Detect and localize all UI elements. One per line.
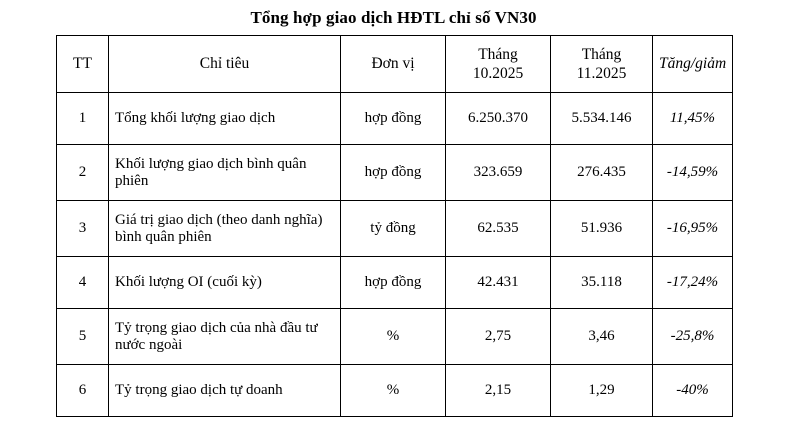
cell-month-nov: 51.936	[551, 201, 653, 257]
cell-tt: 6	[57, 365, 109, 417]
cell-change: -40%	[653, 365, 733, 417]
cell-month-oct: 2,15	[446, 365, 551, 417]
cell-criteria: Giá trị giao dịch (theo danh nghĩa) bình quân phiên	[109, 201, 341, 257]
cell-month-nov: 5.534.146	[551, 93, 653, 145]
cell-month-nov: 276.435	[551, 145, 653, 201]
cell-change: 11,45%	[653, 93, 733, 145]
cell-month-oct: 2,75	[446, 309, 551, 365]
page-title: Tổng hợp giao dịch HĐTL chỉ số VN30	[250, 8, 537, 27]
cell-month-oct: 62.535	[446, 201, 551, 257]
cell-criteria: Tỷ trọng giao dịch của nhà đầu tư nước ngoài	[109, 309, 341, 365]
column-header-month-oct-line2: 10.2025	[472, 65, 524, 82]
summary-table	[56, 35, 733, 417]
cell-month-oct: 323.659	[446, 145, 551, 201]
cell-criteria: Tỷ trọng giao dịch tự doanh	[109, 365, 341, 417]
column-header-unit: Đơn vị	[341, 36, 446, 93]
table-row	[57, 93, 733, 145]
table-header	[57, 36, 733, 93]
column-header-month-nov-line2: 11.2025	[576, 65, 627, 82]
cell-month-oct: 42.431	[446, 257, 551, 309]
cell-criteria: Khối lượng giao dịch bình quân phiên	[109, 145, 341, 201]
table-row	[57, 309, 733, 365]
table-row	[57, 257, 733, 309]
cell-change: -16,95%	[653, 201, 733, 257]
cell-criteria: Tổng khối lượng giao dịch	[109, 93, 341, 145]
column-header-month-oct-line1: Tháng	[478, 45, 518, 63]
column-header-month-nov-line1: Tháng	[581, 45, 622, 63]
cell-tt: 1	[57, 93, 109, 145]
cell-month-nov: 3,46	[551, 309, 653, 365]
column-header-change: Tăng/giảm	[653, 36, 733, 93]
table-header-row	[57, 36, 733, 93]
table-container	[0, 35, 787, 417]
cell-tt: 5	[57, 309, 109, 365]
cell-unit: hợp đồng	[341, 93, 446, 145]
cell-criteria: Khối lượng OI (cuối kỳ)	[109, 257, 341, 309]
table-row	[57, 201, 733, 257]
column-header-criteria: Chỉ tiêu	[109, 36, 341, 93]
cell-tt: 2	[57, 145, 109, 201]
column-header-tt: TT	[57, 36, 109, 93]
cell-unit: hợp đồng	[341, 257, 446, 309]
cell-unit: tỷ đồng	[341, 201, 446, 257]
cell-month-nov: 35.118	[551, 257, 653, 309]
cell-tt: 3	[57, 201, 109, 257]
cell-change: -17,24%	[653, 257, 733, 309]
cell-unit: %	[341, 365, 446, 417]
table-row	[57, 365, 733, 417]
column-header-month-nov	[551, 36, 653, 93]
cell-tt: 4	[57, 257, 109, 309]
column-header-month-oct	[446, 36, 551, 93]
cell-unit: hợp đồng	[341, 145, 446, 201]
cell-month-nov: 1,29	[551, 365, 653, 417]
cell-change: -25,8%	[653, 309, 733, 365]
table-row	[57, 145, 733, 201]
cell-change: -14,59%	[653, 145, 733, 201]
cell-month-oct: 6.250.370	[446, 93, 551, 145]
table-body	[57, 93, 733, 417]
cell-unit: %	[341, 309, 446, 365]
